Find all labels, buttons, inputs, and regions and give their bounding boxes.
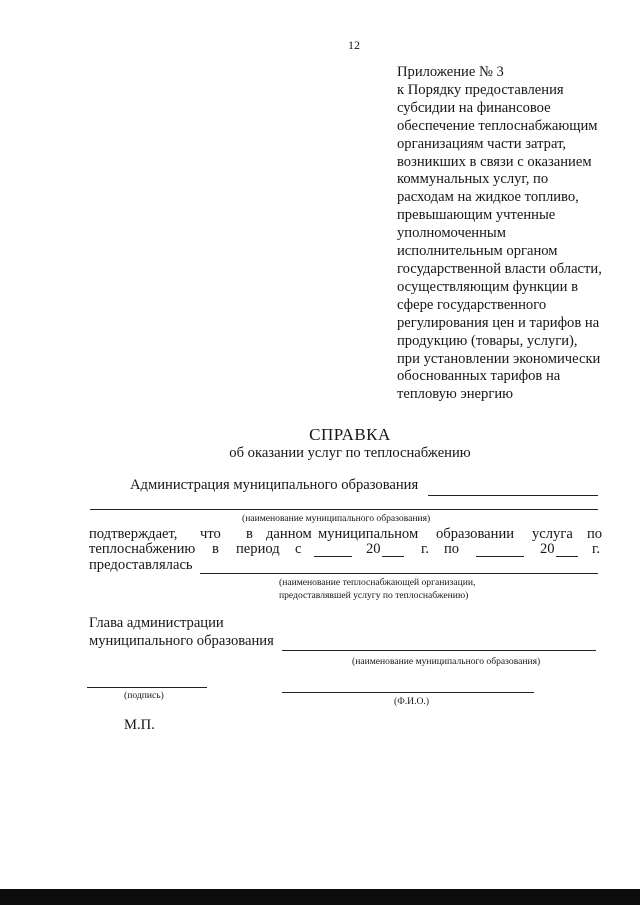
appendix-line: обеспечение теплоснабжающим [397, 117, 598, 134]
end-date-field[interactable] [476, 556, 524, 557]
head-label-continued: муниципального образования [89, 633, 274, 649]
fio-field[interactable] [282, 692, 534, 693]
start-date-field[interactable] [314, 556, 352, 557]
body-word: муниципальном [318, 526, 419, 542]
body-word: образовании [436, 526, 515, 542]
appendix-line: расходам на жидкое топливо, [397, 189, 579, 206]
body-word: период [236, 541, 280, 557]
caption-signature: (подпись) [124, 690, 164, 701]
head-municipality-field[interactable] [282, 650, 596, 651]
body-word: подтверждает, [89, 526, 178, 542]
body-word: теплоснабжению [89, 541, 196, 557]
body-word: г. [421, 541, 429, 557]
start-year-prefix: 20 [366, 541, 381, 557]
appendix-line: уполномоченным [397, 225, 506, 242]
body-word: по [587, 526, 603, 542]
body-word: в [212, 541, 219, 557]
page-number: 12 [348, 38, 360, 52]
appendix-line: Приложение № 3 [397, 64, 504, 80]
end-year-prefix: 20 [540, 541, 555, 557]
appendix-line: коммунальных услуг, по [397, 171, 549, 188]
body-word: по [444, 541, 460, 557]
body-word: в [246, 526, 253, 542]
appendix-line: превышающим учтенные [397, 207, 556, 224]
appendix-line: к Порядку предоставления [397, 81, 564, 98]
body-word: г. [592, 541, 600, 557]
caption-organization-continued: предоставлявшей услугу по теплоснабжению) [279, 590, 469, 601]
caption-organization: (наименование теплоснабжающей организации, [279, 577, 476, 588]
appendix-line: исполнительным органом [397, 243, 558, 260]
appendix-line: регулирования цен и тарифов на [397, 314, 600, 331]
body-word: услуга [532, 526, 573, 542]
appendix-line: при установлении экономически [397, 350, 601, 367]
stamp-mark: М.П. [124, 717, 155, 733]
appendix-line: субсидии на финансовое [397, 99, 551, 116]
admin-label: Администрация муниципального образования [130, 477, 419, 493]
appendix-note [397, 64, 602, 404]
end-year-field[interactable] [556, 556, 578, 557]
municipality-name-field[interactable] [428, 495, 598, 496]
document-title: СПРАВКА [309, 425, 391, 444]
appendix-line: государственной власти области, [397, 260, 602, 277]
appendix-line: осуществляющим функции в [397, 278, 578, 295]
appendix-line: обоснованных тарифов на [397, 368, 561, 385]
body-word: данном [266, 526, 312, 542]
signature-field[interactable] [87, 687, 207, 688]
municipality-name-field-continued[interactable] [90, 509, 598, 510]
appendix-line: тепловую энергию [397, 386, 514, 403]
appendix-line: организациям части затрат, [397, 135, 567, 152]
caption-municipality-2: (наименование муниципального образования) [352, 656, 541, 667]
body-word: с [295, 541, 302, 557]
caption-fio: (Ф.И.О.) [394, 696, 430, 707]
document-subtitle: об оказании услуг по теплоснабжению [229, 445, 471, 461]
scan-edge [0, 889, 640, 905]
head-label: Глава администрации [89, 615, 224, 631]
provided-label: предоставлялась [89, 557, 193, 573]
appendix-line: сфере государственного [397, 296, 547, 313]
organization-name-field[interactable] [200, 573, 598, 574]
appendix-line: продукцию (товары, услуги), [397, 332, 578, 349]
caption-municipality: (наименование муниципального образования) [242, 513, 431, 524]
appendix-line: возникших в связи с оказанием [397, 153, 592, 170]
body-word: что [200, 526, 221, 542]
start-year-field[interactable] [382, 556, 404, 557]
